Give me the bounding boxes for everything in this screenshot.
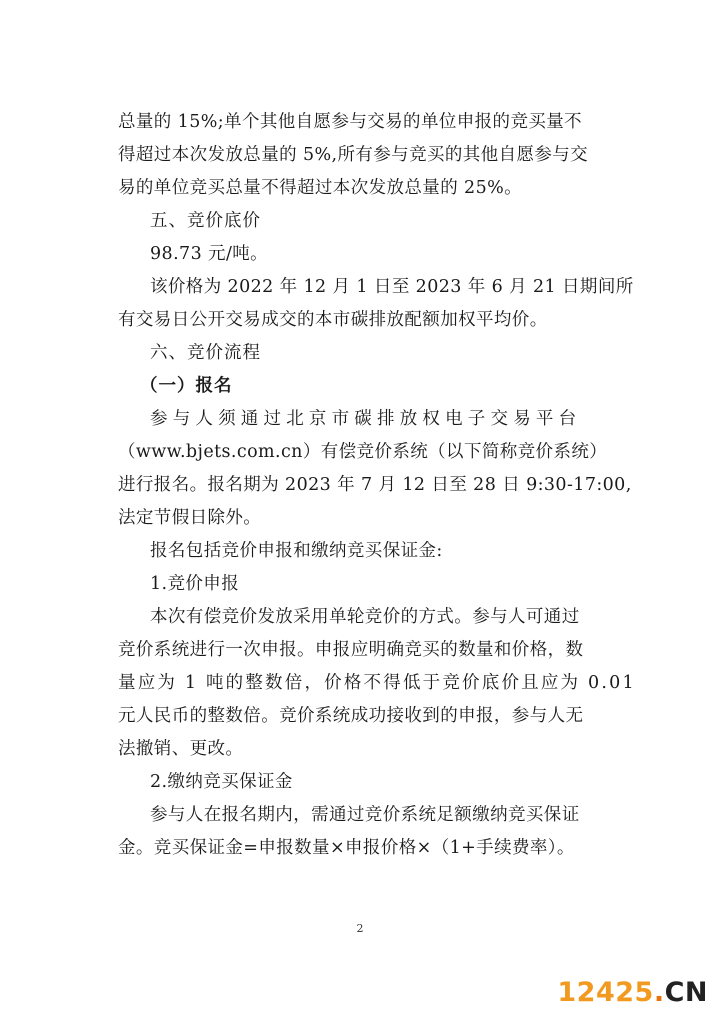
body-line-14: 报名包括竞价申报和缴纳竞买保证金: [150,541,443,561]
body-line-6: 该价格为 2022 年 12 月 1 日至 2023 年 6 月 21 日期间所 [150,277,634,297]
body-line-18: 量应为 1 吨的整数倍，价格不得低于竞价底价且应为 0.01 [118,673,636,693]
body-line-11: （www.bjets.com.cn）有偿竞价系统（以下简称竞价系统） [118,442,608,462]
watermark-dot: . [653,977,665,1008]
body-line-13: 法定节假日除外。 [118,508,262,528]
body-line-23: 金。竞买保证金=申报数量×申报价格×（1+手续费率）。 [118,838,575,858]
body-line-2: 得超过本次发放总量的 5%,所有参与竞买的其他自愿参与交 [118,145,589,165]
body-line-19: 元人民币的整数倍。竞价系统成功接收到的申报，参与人无 [118,706,584,726]
reserve-price: 98.73 元/吨。 [150,244,269,264]
item-heading-bid-declaration: 1.竞价申报 [150,574,240,594]
site-watermark-logo [557,977,708,1008]
body-line-17: 竞价系统进行一次申报。申报应明确竞买的数量和价格，数 [118,640,584,660]
subsection-heading-registration: （一）报名 [140,376,233,396]
body-line-3: 易的单位竞买总量不得超过本次发放总量的 25%。 [118,178,523,198]
section-heading-6: 六、竞价流程 [150,343,261,363]
watermark-suffix: CN [664,977,708,1008]
item-heading-deposit: 2.缴纳竞买保证金 [150,772,293,792]
body-line-16: 本次有偿竞价发放采用单轮竞价的方式。参与人可通过 [150,607,580,627]
body-line-7: 有交易日公开交易成交的本市碳排放配额加权平均价。 [118,310,548,330]
body-line-12: 进行报名。报名期为 2023 年 7 月 12 日至 28 日 9:30-17:00, [118,475,632,495]
body-line-10: 参与人须通过北京市碳排放权电子交易平台 [150,409,582,429]
body-line-1: 总量的 15%;单个其他自愿参与交易的单位申报的竞买量不 [118,112,583,132]
body-line-20: 法撤销、更改。 [118,739,244,759]
page-number: 2 [356,922,364,935]
section-heading-5: 五、竞价底价 [150,211,261,231]
watermark-number: 12425 [557,977,654,1008]
body-line-22: 参与人在报名期内，需通过竞价系统足额缴纳竞买保证 [150,805,580,825]
